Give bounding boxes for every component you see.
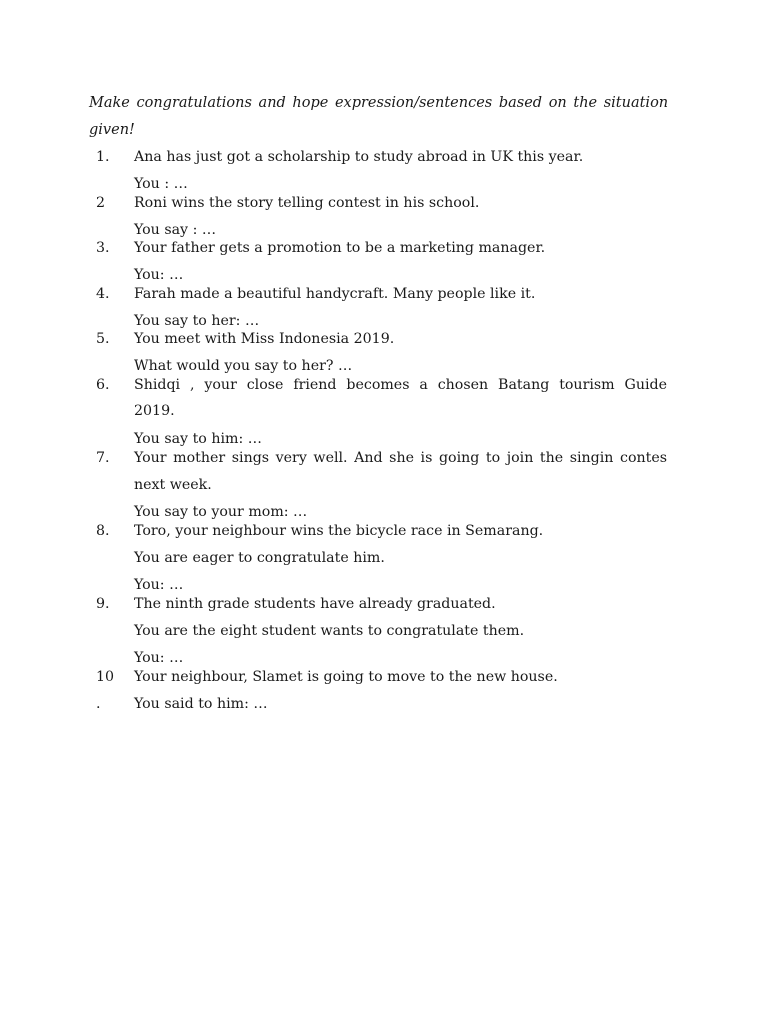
item-response: You say to her: …: [134, 313, 260, 329]
item-text: Roni wins the story telling contest in his school.: [134, 195, 480, 211]
item-response: You: …: [134, 267, 184, 283]
item-number-continued: .: [96, 696, 101, 712]
item-text-continued: 2019.: [134, 403, 175, 419]
item-number: 6.: [96, 377, 110, 393]
item-text: You meet with Miss Indonesia 2019.: [134, 331, 395, 347]
instruction-line-1: Make congratulations and hope expression/sentences based on the situation: [89, 95, 669, 111]
item-text: Ana has just got a scholarship to study abroad in UK this year.: [134, 149, 584, 165]
item-number: 4.: [96, 286, 110, 302]
item-response: You say : …: [134, 222, 217, 238]
item-response: You say to your mom: …: [134, 504, 308, 520]
item-text: Your mother sings very well. And she is going to join the singin contes: [134, 450, 667, 466]
item-text: Your neighbour, Slamet is going to move to the new house.: [134, 669, 558, 685]
item-number: 3.: [96, 240, 110, 256]
item-response: You said to him: …: [134, 696, 268, 712]
item-number: 7.: [96, 450, 110, 466]
item-text: The ninth grade students have already graduated.: [134, 596, 496, 612]
item-number: 8.: [96, 523, 110, 539]
item-text: Your father gets a promotion to be a marketing manager.: [134, 240, 546, 256]
instruction-line-2: given!: [89, 122, 135, 138]
item-text-continued: You are the eight student wants to congratulate them.: [134, 623, 525, 639]
item-response: You: …: [134, 650, 184, 666]
item-number: 1.: [96, 149, 110, 165]
item-text: Farah made a beautiful handycraft. Many people like it.: [134, 286, 536, 302]
item-response: You : …: [134, 176, 188, 192]
instruction-text: [89, 90, 677, 144]
item-text-continued: next week.: [134, 477, 212, 493]
item-response: What would you say to her? …: [134, 358, 353, 374]
item-number: 5.: [96, 331, 110, 347]
item-response: You: …: [134, 577, 184, 593]
item-text: Shidqi , your close friend becomes a chosen Batang tourism Guide: [134, 377, 667, 393]
item-number: 9.: [96, 596, 110, 612]
item-text-continued: You are eager to congratulate him.: [134, 550, 385, 566]
item-text: Toro, your neighbour wins the bicycle race in Semarang.: [134, 523, 544, 539]
item-number: 2: [96, 195, 106, 211]
item-response: You say to him: …: [134, 431, 262, 447]
item-number: 10: [96, 669, 115, 685]
